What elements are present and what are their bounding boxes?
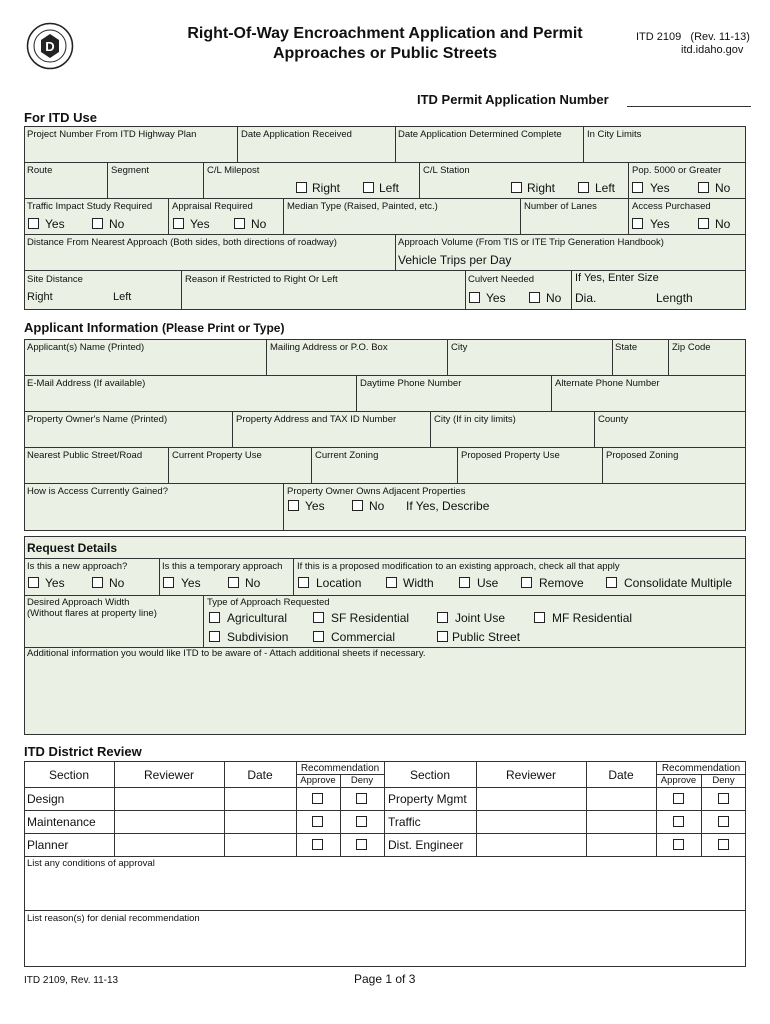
applicant-heading-text: Applicant Information <box>24 320 159 335</box>
mod-remove-checkbox[interactable] <box>521 577 532 588</box>
type-commercial-label: Commercial <box>331 630 396 644</box>
pop5000-no-checkbox[interactable] <box>698 182 709 193</box>
pop5000-label: Pop. 5000 or Greater <box>632 165 722 176</box>
row-dist-engineer: Dist. Engineer <box>388 838 464 852</box>
col-approve-right: Approve <box>660 775 697 786</box>
form-title-line2: Approaches or Public Streets <box>272 45 498 62</box>
website: itd.idaho.gov <box>681 44 744 56</box>
mod-width-label: Width <box>403 576 434 590</box>
num-lanes-label: Number of Lanes <box>524 201 597 212</box>
col-reviewer-left: Reviewer <box>143 768 194 782</box>
itd-seal-logo <box>26 22 74 70</box>
access-yes-label: Yes <box>650 217 670 231</box>
approach-volume-label: Approach Volume (From TIS or ITE Trip Generation Handbook) <box>398 237 664 248</box>
median-type-label: Median Type (Raised, Painted, etc.) <box>287 201 438 212</box>
col-reviewer-right: Reviewer <box>505 768 556 782</box>
milepost-left-checkbox[interactable] <box>363 182 374 193</box>
milepost-left-label: Left <box>379 181 400 195</box>
dist-engineer-approve-checkbox[interactable] <box>673 839 684 850</box>
new-approach-label: Is this a new approach? <box>27 561 128 572</box>
nearest-street-label: Nearest Public Street/Road <box>27 450 143 461</box>
form-title-line1: Right-Of-Way Encroachment Application and Permit <box>187 25 583 42</box>
planner-approve-checkbox[interactable] <box>312 839 323 850</box>
type-joint-use-checkbox[interactable] <box>437 612 448 623</box>
owner-name-label: Property Owner's Name (Printed) <box>27 414 168 425</box>
row-maintenance: Maintenance <box>27 815 96 829</box>
traffic-no-checkbox[interactable] <box>92 218 103 229</box>
pop5000-no-label: No <box>715 181 731 195</box>
route-label: Route <box>27 165 53 176</box>
county-label: County <box>598 414 629 425</box>
type-mf-residential-checkbox[interactable] <box>534 612 545 623</box>
city-limits-applicant-label: City (If in city limits) <box>434 414 516 425</box>
proposed-zoning-label: Proposed Zoning <box>606 450 679 461</box>
denial-reasons-textarea[interactable] <box>25 925 745 966</box>
col-deny-right: Deny <box>712 775 735 786</box>
row-planner: Planner <box>27 838 69 852</box>
applicant-panel <box>24 339 746 531</box>
station-left-checkbox[interactable] <box>578 182 589 193</box>
traffic-yes-checkbox[interactable] <box>28 218 39 229</box>
type-joint-use-label: Joint Use <box>455 611 506 625</box>
station-right-label: Right <box>527 181 556 195</box>
adjacent-no-checkbox[interactable] <box>352 500 363 511</box>
access-no-checkbox[interactable] <box>698 218 709 229</box>
col-date-left: Date <box>247 768 273 782</box>
current-zoning-label: Current Zoning <box>315 450 379 461</box>
desired-width-label: Desired Approach Width <box>27 597 130 608</box>
footer-page: Page 1 of 3 <box>354 972 416 986</box>
svg-text:D: D <box>45 39 55 54</box>
mod-location-checkbox[interactable] <box>298 577 309 588</box>
city-label: City <box>451 342 468 353</box>
itd-use-heading: For ITD Use <box>24 110 97 125</box>
row-traffic: Traffic <box>388 815 421 829</box>
type-sf-residential-checkbox[interactable] <box>313 612 324 623</box>
col-deny-left: Deny <box>350 775 374 786</box>
new-no-checkbox[interactable] <box>92 577 103 588</box>
site-left-label: Left <box>113 291 132 303</box>
dist-engineer-deny-checkbox[interactable] <box>718 839 729 850</box>
culvert-yes-checkbox[interactable] <box>469 292 480 303</box>
mod-remove-label: Remove <box>539 576 584 590</box>
type-commercial-checkbox[interactable] <box>313 631 324 642</box>
milepost-right-checkbox[interactable] <box>296 182 307 193</box>
zip-label: Zip Code <box>672 342 711 353</box>
property-address-label: Property Address and TAX ID Number <box>236 414 397 425</box>
new-yes-checkbox[interactable] <box>28 577 39 588</box>
access-no-label: No <box>715 217 731 231</box>
mod-width-checkbox[interactable] <box>386 577 397 588</box>
planner-deny-checkbox[interactable] <box>356 839 367 850</box>
type-subdivision-checkbox[interactable] <box>209 631 220 642</box>
denial-reasons-label: List reason(s) for denial recommendation <box>27 913 200 924</box>
access-purchased-label: Access Purchased <box>632 201 711 212</box>
conditions-textarea[interactable] <box>25 870 745 909</box>
type-subdivision-label: Subdivision <box>227 630 289 644</box>
cl-milepost-label: C/L Milepost <box>207 165 260 176</box>
request-heading: Request Details <box>27 541 118 555</box>
city-limits-label: In City Limits <box>587 129 642 140</box>
temp-no-checkbox[interactable] <box>228 577 239 588</box>
type-agricultural-label: Agricultural <box>227 611 288 625</box>
permit-number-label: ITD Permit Application Number <box>417 92 609 107</box>
col-approve-left: Approve <box>300 775 336 786</box>
appraisal-no-label: No <box>251 217 267 231</box>
col-recommendation-left: Recommendation <box>300 763 380 774</box>
type-public-street-label: Public Street <box>452 630 521 644</box>
property-mgmt-approve-checkbox[interactable] <box>673 793 684 804</box>
additional-info-textarea[interactable] <box>25 660 745 734</box>
current-use-label: Current Property Use <box>172 450 262 461</box>
traffic-impact-label: Traffic Impact Study Required <box>27 201 153 212</box>
pop5000-yes-checkbox[interactable] <box>632 182 643 193</box>
appraisal-label: Appraisal Required <box>172 201 253 212</box>
form-id: ITD 2109 (Rev. 11-13) <box>636 31 750 43</box>
if-yes-size-label: If Yes, Enter Size <box>575 272 659 284</box>
type-agricultural-checkbox[interactable] <box>209 612 220 623</box>
col-section-right: Section <box>409 768 451 782</box>
appraisal-yes-checkbox[interactable] <box>173 218 184 229</box>
pop5000-yes-label: Yes <box>650 181 670 195</box>
mailing-address-label: Mailing Address or P.O. Box <box>270 342 388 353</box>
applicant-name-label: Applicant(s) Name (Printed) <box>27 342 145 353</box>
design-approve-checkbox[interactable] <box>312 793 323 804</box>
daytime-phone-label: Daytime Phone Number <box>360 378 462 389</box>
traffic-no-label: No <box>109 217 125 231</box>
site-distance-label: Site Distance <box>27 274 83 285</box>
new-yes-label: Yes <box>45 576 65 590</box>
temp-no-label: No <box>245 576 261 590</box>
culvert-needed-label: Culvert Needed <box>468 274 535 285</box>
col-date-right: Date <box>608 768 634 782</box>
station-right-checkbox[interactable] <box>511 182 522 193</box>
traffic-yes-label: Yes <box>45 217 65 231</box>
appraisal-no-checkbox[interactable] <box>234 218 245 229</box>
applicant-heading-note: (Please Print or Type) <box>161 321 285 335</box>
owner-adjacent-label: Property Owner Owns Adjacent Properties <box>287 486 466 497</box>
culvert-no-label: No <box>546 291 562 305</box>
vehicle-trips-label: Vehicle Trips per Day <box>398 253 512 267</box>
mod-consolidate-label: Consolidate Multiple <box>624 576 733 590</box>
modification-label: If this is a proposed modification to an existing approach, check all that apply <box>297 561 620 572</box>
without-flares-label: (Without flares at property line) <box>27 608 157 619</box>
culvert-no-checkbox[interactable] <box>529 292 540 303</box>
traffic-approve-checkbox[interactable] <box>673 816 684 827</box>
milepost-right-label: Right <box>312 181 341 195</box>
date-received-label: Date Application Received <box>241 129 352 140</box>
type-mf-residential-label: MF Residential <box>552 611 633 625</box>
type-requested-label: Type of Approach Requested <box>207 597 330 608</box>
state-label: State <box>615 342 638 353</box>
col-recommendation-right: Recommendation <box>661 763 741 774</box>
maintenance-approve-checkbox[interactable] <box>312 816 323 827</box>
appraisal-yes-label: Yes <box>190 217 210 231</box>
additional-info-label: Additional information you would like ITD to be aware of - Attach additional sheets if necessary. <box>27 648 426 659</box>
footer-form-rev: ITD 2109, Rev. 11-13 <box>24 975 119 986</box>
site-right-label: Right <box>27 291 53 303</box>
access-gained-label: How is Access Currently Gained? <box>27 486 168 497</box>
district-heading: ITD District Review <box>24 744 142 759</box>
conditions-label: List any conditions of approval <box>27 858 155 869</box>
station-left-label: Left <box>595 181 616 195</box>
mod-consolidate-checkbox[interactable] <box>606 577 617 588</box>
property-mgmt-deny-checkbox[interactable] <box>718 793 729 804</box>
maintenance-deny-checkbox[interactable] <box>356 816 367 827</box>
access-yes-checkbox[interactable] <box>632 218 643 229</box>
col-section-left: Section <box>48 768 90 782</box>
distance-nearest-label: Distance From Nearest Approach (Both sides, both directions of roadway) <box>27 237 337 248</box>
adjacent-yes-checkbox[interactable] <box>288 500 299 511</box>
mod-use-checkbox[interactable] <box>459 577 470 588</box>
cl-station-label: C/L Station <box>423 165 470 176</box>
new-no-label: No <box>109 576 125 590</box>
dia-label: Dia. <box>575 291 597 305</box>
row-property-mgmt: Property Mgmt <box>388 792 467 806</box>
date-complete-label: Date Application Determined Complete <box>398 129 562 140</box>
temp-yes-checkbox[interactable] <box>163 577 174 588</box>
culvert-yes-label: Yes <box>486 291 506 305</box>
email-label: E-Mail Address (If available) <box>27 378 146 389</box>
temp-yes-label: Yes <box>181 576 201 590</box>
segment-label: Segment <box>111 165 150 176</box>
project-number-label: Project Number From ITD Highway Plan <box>27 129 197 140</box>
type-sf-residential-label: SF Residential <box>331 611 410 625</box>
row-design: Design <box>27 792 65 806</box>
mod-use-label: Use <box>477 576 499 590</box>
reason-restricted-label: Reason if Restricted to Right Or Left <box>185 274 338 285</box>
adjacent-yes-label: Yes <box>305 499 325 513</box>
applicant-heading <box>24 320 284 336</box>
type-public-street-checkbox[interactable] <box>437 631 448 642</box>
temporary-label: Is this a temporary approach <box>162 561 283 572</box>
design-deny-checkbox[interactable] <box>356 793 367 804</box>
mod-location-label: Location <box>316 576 362 590</box>
alt-phone-label: Alternate Phone Number <box>555 378 660 389</box>
adjacent-no-label: No <box>369 499 385 513</box>
permit-number-line[interactable] <box>627 106 751 107</box>
length-label: Length <box>656 291 693 305</box>
proposed-use-label: Proposed Property Use <box>461 450 560 461</box>
if-yes-describe-label: If Yes, Describe <box>406 499 490 513</box>
traffic-deny-checkbox[interactable] <box>718 816 729 827</box>
